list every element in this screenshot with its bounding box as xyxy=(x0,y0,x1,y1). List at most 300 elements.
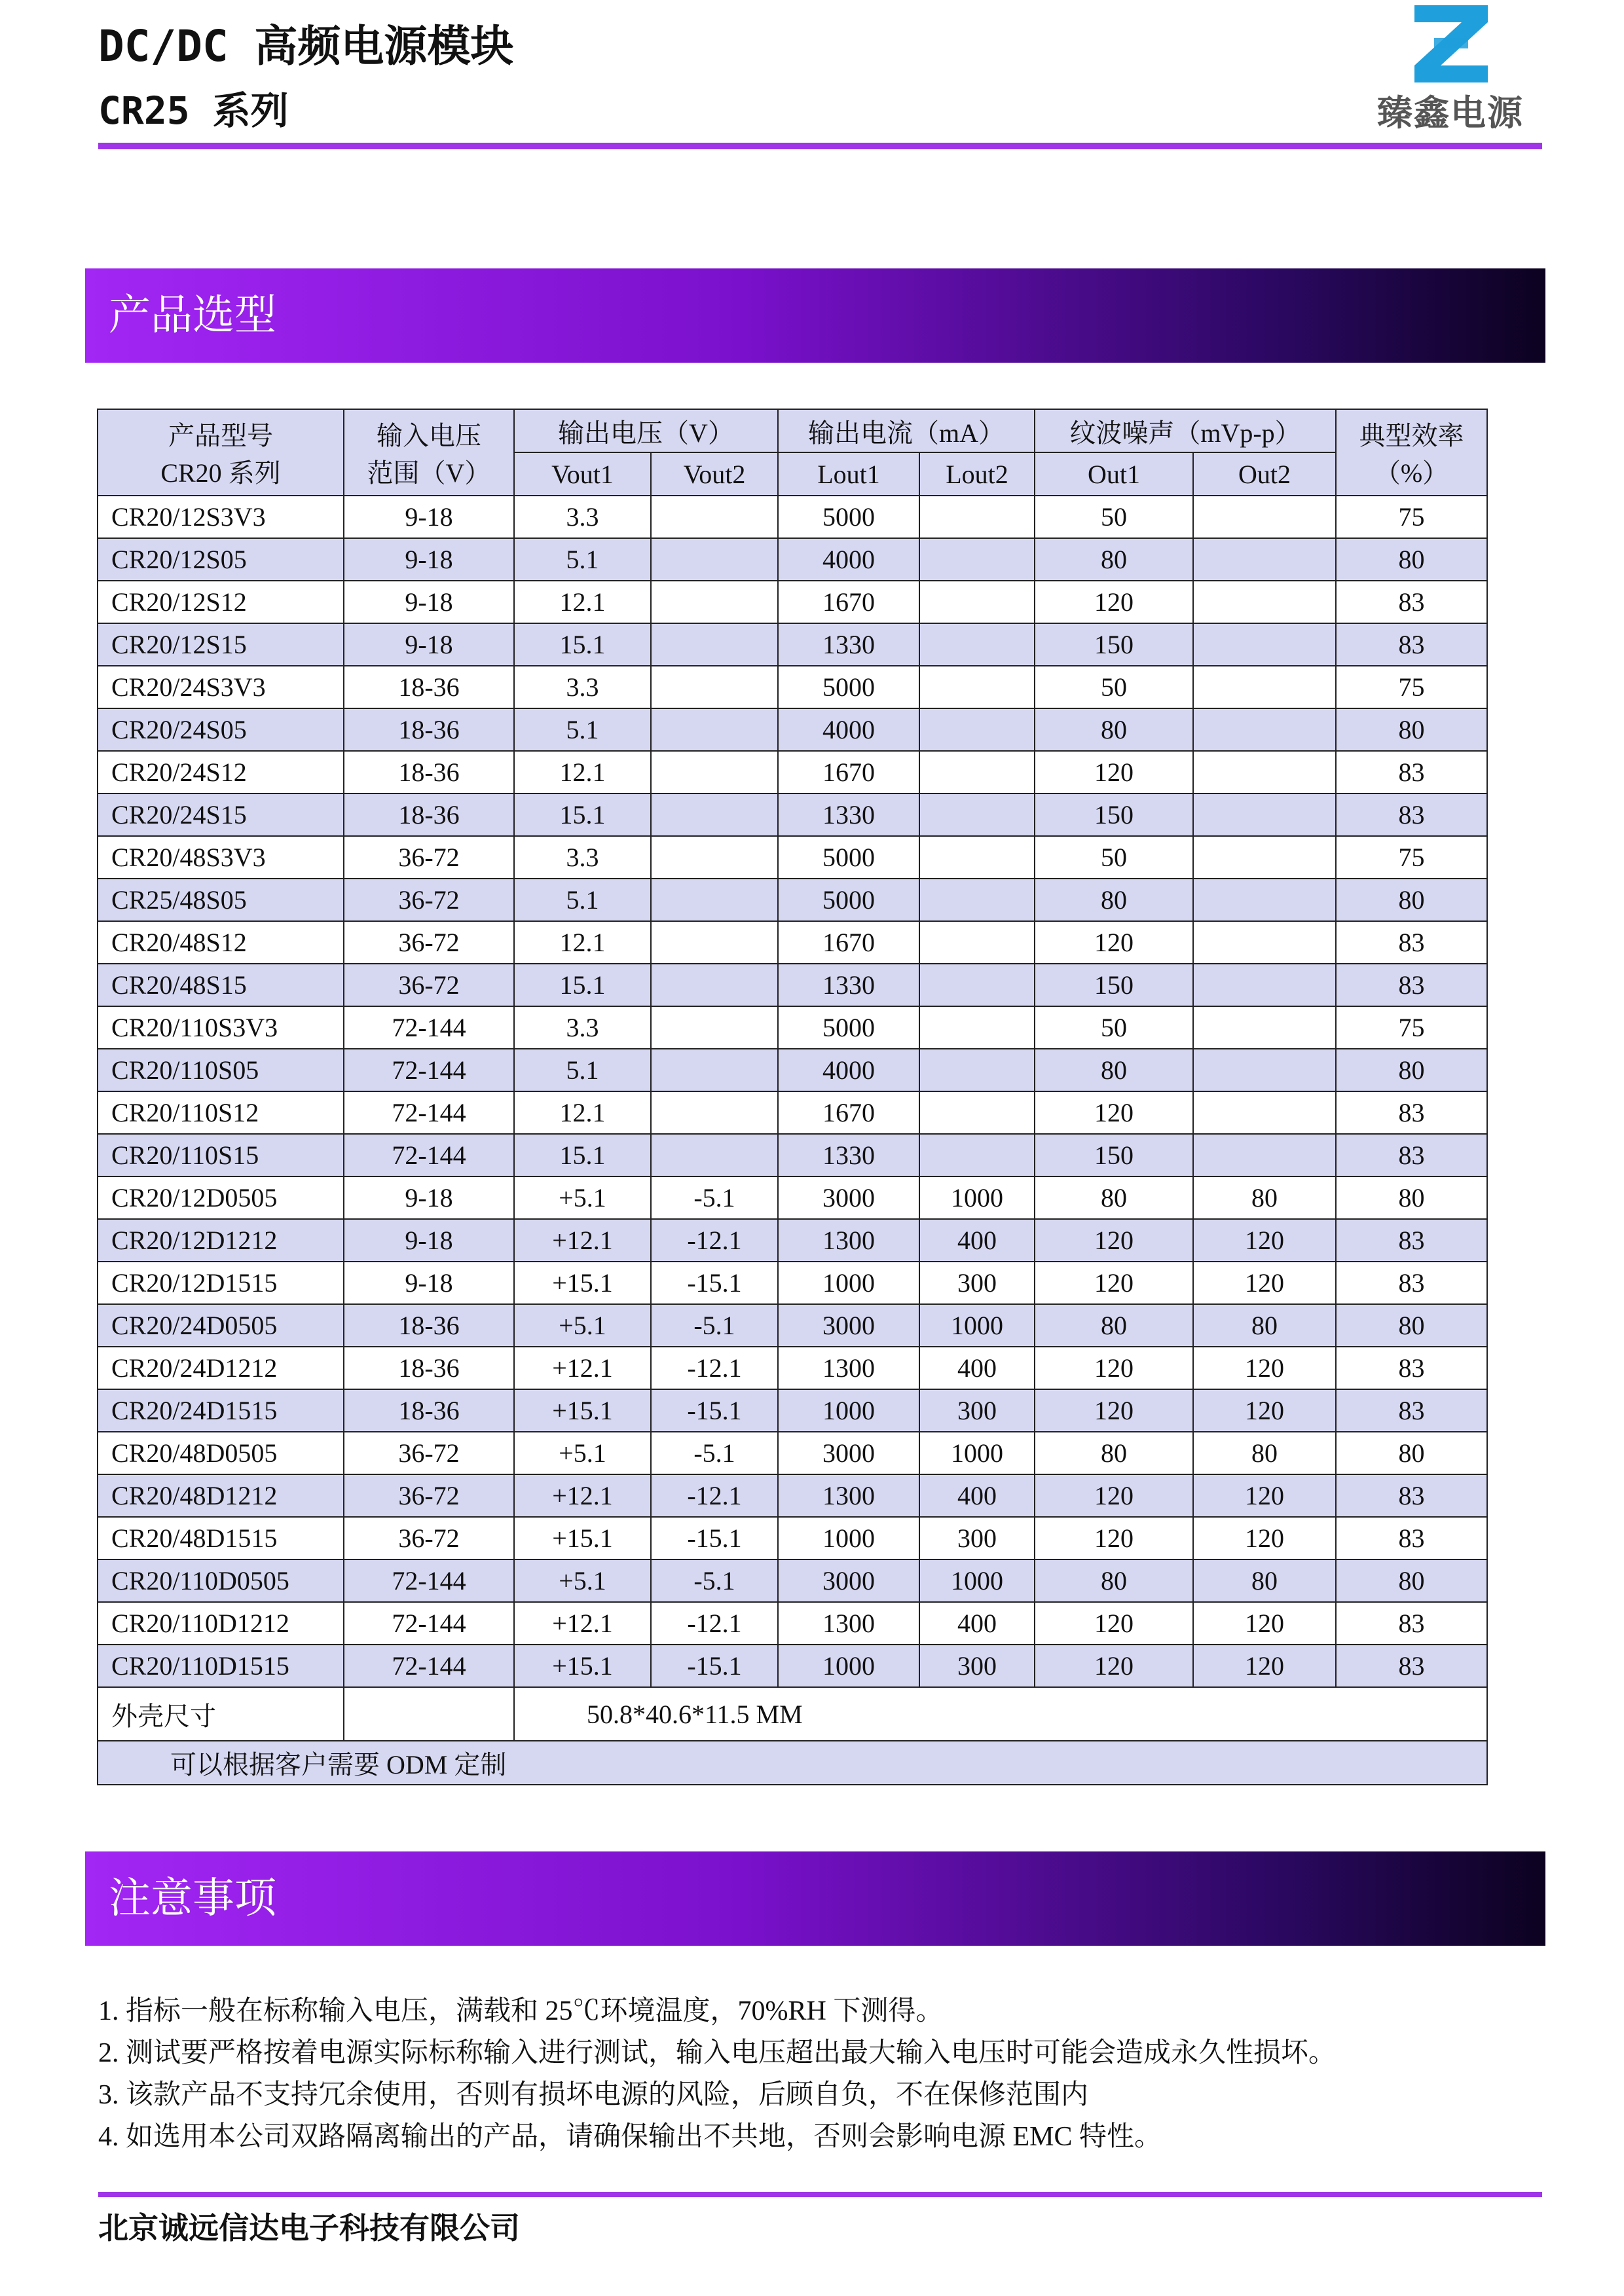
table-cell-iout1: 1330 xyxy=(778,623,919,666)
table-cell-efficiency: 75 xyxy=(1336,496,1487,538)
table-cell-iout2 xyxy=(919,921,1035,964)
table-cell-vout2: -5.1 xyxy=(651,1559,778,1602)
table-cell-iout1: 4000 xyxy=(778,708,919,751)
table-cell-iout1: 1670 xyxy=(778,581,919,623)
table-cell-model: CR20/12S15 xyxy=(98,623,344,666)
table-cell-vout2 xyxy=(651,751,778,793)
table-cell-iout1: 5000 xyxy=(778,496,919,538)
table-cell-efficiency: 83 xyxy=(1336,1347,1487,1389)
table-cell-iout1: 1300 xyxy=(778,1602,919,1645)
table-cell-ripple2 xyxy=(1193,623,1336,666)
table-cell-ripple1: 80 xyxy=(1035,1432,1193,1474)
table-cell-vout1: 15.1 xyxy=(514,793,651,836)
table-cell-vout1: +15.1 xyxy=(514,1517,651,1559)
table-cell-input-range: 36-72 xyxy=(344,879,514,921)
table-cell-vout2 xyxy=(651,623,778,666)
table-row xyxy=(98,666,1487,708)
table-cell-efficiency: 83 xyxy=(1336,1645,1487,1687)
table-cell-vout1: 3.3 xyxy=(514,496,651,538)
table-cell-vout1: 5.1 xyxy=(514,1049,651,1091)
table-cell-vout2: -5.1 xyxy=(651,1432,778,1474)
table-cell-model: CR20/110S3V3 xyxy=(98,1006,344,1049)
table-cell-iout2: 300 xyxy=(919,1645,1035,1687)
table-cell-iout1: 1000 xyxy=(778,1389,919,1432)
header-eff-bottom: （%） xyxy=(1374,458,1449,488)
table-cell-iout1: 5000 xyxy=(778,1006,919,1049)
table-cell-iout1: 1330 xyxy=(778,793,919,836)
table-cell-ripple1: 120 xyxy=(1035,1645,1193,1687)
table-cell-efficiency: 80 xyxy=(1336,1432,1487,1474)
header-cell-ripple1: Out1 xyxy=(1035,452,1193,496)
header-cell-iout1: Lout1 xyxy=(778,452,919,496)
table-cell-input-range: 36-72 xyxy=(344,1517,514,1559)
table-cell-efficiency: 83 xyxy=(1336,921,1487,964)
section-title: 产品选型 xyxy=(109,291,276,340)
table-cell-ripple1: 120 xyxy=(1035,1389,1193,1432)
table-cell-iout2: 300 xyxy=(919,1389,1035,1432)
table-cell-model: CR20/12D0505 xyxy=(98,1176,344,1219)
table-cell-efficiency: 80 xyxy=(1336,708,1487,751)
table-cell-vout1: 12.1 xyxy=(514,921,651,964)
section-banner-product-selection xyxy=(85,268,1545,363)
product-selection-table xyxy=(97,409,1488,1785)
table-cell-vout2 xyxy=(651,1091,778,1134)
table-cell-ripple1: 80 xyxy=(1035,1559,1193,1602)
table-cell-efficiency: 80 xyxy=(1336,1049,1487,1091)
table-cell-vout1: +15.1 xyxy=(514,1262,651,1304)
table-cell-ripple1: 80 xyxy=(1035,708,1193,751)
table-cell-vout1: +12.1 xyxy=(514,1219,651,1262)
header-cell-ripple: 纹波噪声（mVp-p） xyxy=(1035,409,1336,452)
table-cell-vout2: -5.1 xyxy=(651,1176,778,1219)
table-row xyxy=(98,1304,1487,1347)
table-cell-input-range: 9-18 xyxy=(344,1176,514,1219)
table-cell-input-range: 9-18 xyxy=(344,1219,514,1262)
header-cell-model xyxy=(98,409,344,496)
table-row xyxy=(98,496,1487,538)
document-header xyxy=(0,0,1624,157)
series-subtitle: CR25 系列 xyxy=(98,88,289,133)
table-cell-vout2 xyxy=(651,1049,778,1091)
table-row xyxy=(98,1517,1487,1559)
document-title: DC/DC 高频电源模块 xyxy=(98,21,514,71)
table-cell-vout1: 12.1 xyxy=(514,751,651,793)
table-cell-iout1: 3000 xyxy=(778,1176,919,1219)
table-cell-input-range: 72-144 xyxy=(344,1645,514,1687)
table-cell-vout2: -12.1 xyxy=(651,1602,778,1645)
table-row xyxy=(98,1049,1487,1091)
table-cell-efficiency: 75 xyxy=(1336,666,1487,708)
table-cell-ripple2 xyxy=(1193,751,1336,793)
table-cell-model: CR20/24S12 xyxy=(98,751,344,793)
table-cell-vout2 xyxy=(651,1006,778,1049)
table-row xyxy=(98,1134,1487,1176)
table-row xyxy=(98,623,1487,666)
table-cell-ripple1: 50 xyxy=(1035,496,1193,538)
table-cell-ripple2: 120 xyxy=(1193,1262,1336,1304)
table-cell-input-range: 18-36 xyxy=(344,1304,514,1347)
table-cell-iout1: 5000 xyxy=(778,666,919,708)
table-cell-iout2 xyxy=(919,538,1035,581)
section-banner-notes xyxy=(85,1851,1545,1946)
table-row xyxy=(98,1347,1487,1389)
table-cell-iout2 xyxy=(919,836,1035,879)
note-item: 1. 指标一般在标称输入电压，满载和 25℃环境温度，70%RH 下测得。 xyxy=(98,1996,944,2026)
table-cell-model: CR20/48D1515 xyxy=(98,1517,344,1559)
table-cell-input-range: 18-36 xyxy=(344,1389,514,1432)
table-cell-ripple2: 120 xyxy=(1193,1389,1336,1432)
table-cell-model: CR20/110S12 xyxy=(98,1091,344,1134)
table-cell-vout1: 3.3 xyxy=(514,666,651,708)
table-cell-iout1: 3000 xyxy=(778,1304,919,1347)
table-cell-model: CR20/48D1212 xyxy=(98,1474,344,1517)
table-cell-vout2: -15.1 xyxy=(651,1517,778,1559)
table-cell-model: CR20/12D1212 xyxy=(98,1219,344,1262)
table-cell-iout2 xyxy=(919,666,1035,708)
header-model-bottom: CR20 系列 xyxy=(160,458,281,488)
table-row xyxy=(98,1219,1487,1262)
table-cell-iout1: 1300 xyxy=(778,1347,919,1389)
table-cell-input-range: 18-36 xyxy=(344,793,514,836)
table-cell-ripple2 xyxy=(1193,964,1336,1006)
table-row xyxy=(98,538,1487,581)
table-cell-vout2 xyxy=(651,793,778,836)
table-cell-ripple1: 120 xyxy=(1035,1474,1193,1517)
table-cell-iout1: 4000 xyxy=(778,1049,919,1091)
table-cell-input-range: 18-36 xyxy=(344,751,514,793)
header-input-top: 输入电压 xyxy=(377,421,481,450)
table-cell-ripple1: 120 xyxy=(1035,1517,1193,1559)
table-cell-model: CR20/24S3V3 xyxy=(98,666,344,708)
table-cell-ripple2: 120 xyxy=(1193,1474,1336,1517)
table-cell-ripple2 xyxy=(1193,1049,1336,1091)
table-cell-iout2: 400 xyxy=(919,1347,1035,1389)
note-item: 2. 测试要严格按着电源实际标称输入进行测试，输入电压超出最大输入电压时可能会造成永久性损坏。 xyxy=(98,2038,1337,2068)
table-cell-ripple2: 80 xyxy=(1193,1176,1336,1219)
table-cell-model: CR20/24S05 xyxy=(98,708,344,751)
table-cell-input-range: 9-18 xyxy=(344,1262,514,1304)
table-cell-input-range: 36-72 xyxy=(344,1474,514,1517)
table-cell-model: CR20/110D0505 xyxy=(98,1559,344,1602)
table-cell-ripple2 xyxy=(1193,836,1336,879)
table-cell-vout1: +12.1 xyxy=(514,1474,651,1517)
table-cell-ripple2 xyxy=(1193,666,1336,708)
table-cell-vout1: +12.1 xyxy=(514,1602,651,1645)
table-cell-model: CR20/12D1515 xyxy=(98,1262,344,1304)
table-row xyxy=(98,1474,1487,1517)
table-cell-model: CR20/48S15 xyxy=(98,964,344,1006)
table-cell-vout2: -15.1 xyxy=(651,1645,778,1687)
table-cell-ripple1: 150 xyxy=(1035,623,1193,666)
table-row xyxy=(98,921,1487,964)
table-cell-ripple1: 120 xyxy=(1035,1262,1193,1304)
table-cell-ripple2 xyxy=(1193,793,1336,836)
header-cell-ripple2: Out2 xyxy=(1193,452,1336,496)
table-cell-ripple1: 120 xyxy=(1035,751,1193,793)
table-cell-ripple1: 120 xyxy=(1035,1219,1193,1262)
footer-company-name: 北京诚远信达电子科技有限公司 xyxy=(98,2210,520,2246)
table-cell-ripple1: 80 xyxy=(1035,1049,1193,1091)
table-cell-input-range: 9-18 xyxy=(344,581,514,623)
table-cell-vout1: 15.1 xyxy=(514,623,651,666)
table-cell-vout1: 12.1 xyxy=(514,581,651,623)
table-cell-iout2 xyxy=(919,1006,1035,1049)
shell-size-label: 外壳尺寸 xyxy=(98,1687,344,1741)
table-cell-ripple2: 120 xyxy=(1193,1602,1336,1645)
table-cell-ripple1: 120 xyxy=(1035,1602,1193,1645)
table-cell-efficiency: 80 xyxy=(1336,879,1487,921)
table-cell-iout1: 5000 xyxy=(778,836,919,879)
table-cell-model: CR20/48S12 xyxy=(98,921,344,964)
table-cell-iout2 xyxy=(919,623,1035,666)
table-cell-model: CR20/24D1515 xyxy=(98,1389,344,1432)
table-cell-model: CR20/12S05 xyxy=(98,538,344,581)
table-cell-vout1: +12.1 xyxy=(514,1347,651,1389)
table-cell-input-range: 18-36 xyxy=(344,708,514,751)
table-cell-iout2 xyxy=(919,879,1035,921)
table-cell-iout1: 1300 xyxy=(778,1474,919,1517)
brand-logo-mark-icon xyxy=(1414,5,1488,82)
table-cell-efficiency: 83 xyxy=(1336,751,1487,793)
table-body xyxy=(98,496,1487,1785)
table-cell-input-range: 9-18 xyxy=(344,623,514,666)
table-cell-model: CR20/48D0505 xyxy=(98,1432,344,1474)
table-cell-input-range: 18-36 xyxy=(344,1347,514,1389)
table-cell-ripple1: 120 xyxy=(1035,1091,1193,1134)
table-cell-vout1: 3.3 xyxy=(514,1006,651,1049)
table-cell-iout2: 1000 xyxy=(919,1559,1035,1602)
table-cell-efficiency: 83 xyxy=(1336,581,1487,623)
table-cell-ripple1: 80 xyxy=(1035,538,1193,581)
table-cell-ripple2: 120 xyxy=(1193,1219,1336,1262)
table-cell-ripple1: 80 xyxy=(1035,879,1193,921)
table-cell-input-range: 72-144 xyxy=(344,1006,514,1049)
table-cell-iout2 xyxy=(919,1049,1035,1091)
table-cell-vout2 xyxy=(651,964,778,1006)
table-cell-ripple1: 50 xyxy=(1035,836,1193,879)
table-cell-iout2: 300 xyxy=(919,1517,1035,1559)
table-cell-iout1: 1000 xyxy=(778,1517,919,1559)
table-cell-model: CR20/12S3V3 xyxy=(98,496,344,538)
table-cell-model: CR20/110S05 xyxy=(98,1049,344,1091)
table-cell-vout2: -15.1 xyxy=(651,1389,778,1432)
table-cell-input-range: 72-144 xyxy=(344,1134,514,1176)
table-cell-input-range: 36-72 xyxy=(344,921,514,964)
table-cell-ripple2 xyxy=(1193,879,1336,921)
table-cell-efficiency: 83 xyxy=(1336,1134,1487,1176)
table-cell-iout2 xyxy=(919,708,1035,751)
table-cell-efficiency: 83 xyxy=(1336,1219,1487,1262)
table-row xyxy=(98,708,1487,751)
table-cell-ripple1: 120 xyxy=(1035,921,1193,964)
table-cell-iout1: 1330 xyxy=(778,964,919,1006)
table-cell-ripple2 xyxy=(1193,1134,1336,1176)
table-cell-efficiency: 83 xyxy=(1336,1517,1487,1559)
table-cell-ripple1: 50 xyxy=(1035,666,1193,708)
table-cell-iout2: 1000 xyxy=(919,1176,1035,1219)
odm-note: 可以根据客户需要 ODM 定制 xyxy=(98,1741,1487,1785)
table-cell-ripple1: 120 xyxy=(1035,1347,1193,1389)
table-cell-model: CR20/110S15 xyxy=(98,1134,344,1176)
table-row xyxy=(98,1432,1487,1474)
note-item: 3. 该款产品不支持冗余使用，否则有损坏电源的风险，后顾自负，不在保修范围内 xyxy=(98,2080,1089,2110)
table-cell-efficiency: 75 xyxy=(1336,1006,1487,1049)
table-row xyxy=(98,879,1487,921)
table-cell-efficiency: 83 xyxy=(1336,1091,1487,1134)
table-cell-efficiency: 83 xyxy=(1336,1262,1487,1304)
table-cell-ripple2: 80 xyxy=(1193,1304,1336,1347)
table-row xyxy=(98,1389,1487,1432)
table-cell-iout2 xyxy=(919,496,1035,538)
table-cell-vout1: +15.1 xyxy=(514,1389,651,1432)
table-cell-vout2: -5.1 xyxy=(651,1304,778,1347)
table-cell-efficiency: 80 xyxy=(1336,1176,1487,1219)
table-cell-iout2: 400 xyxy=(919,1219,1035,1262)
table-cell-vout2: -12.1 xyxy=(651,1347,778,1389)
table-row xyxy=(98,1176,1487,1219)
table-cell-iout2: 400 xyxy=(919,1602,1035,1645)
table-cell-iout2 xyxy=(919,793,1035,836)
table-cell-vout2: -15.1 xyxy=(651,1262,778,1304)
table-cell-ripple2: 120 xyxy=(1193,1645,1336,1687)
table-cell-iout1: 1300 xyxy=(778,1219,919,1262)
table-row xyxy=(98,1559,1487,1602)
table-cell-iout1: 1670 xyxy=(778,1091,919,1134)
table-row xyxy=(98,1645,1487,1687)
header-cell-vout2: Vout2 xyxy=(651,452,778,496)
table-cell-ripple2 xyxy=(1193,708,1336,751)
footer-divider xyxy=(98,2192,1542,2197)
header-cell-iout: 输出电流（mA） xyxy=(778,409,1035,452)
table-cell-vout2 xyxy=(651,836,778,879)
table-cell-input-range: 18-36 xyxy=(344,666,514,708)
table-cell-model: CR20/110D1515 xyxy=(98,1645,344,1687)
table-cell-vout1: +5.1 xyxy=(514,1176,651,1219)
table-cell-efficiency: 75 xyxy=(1336,836,1487,879)
table-cell-ripple1: 150 xyxy=(1035,793,1193,836)
table-row xyxy=(98,1602,1487,1645)
table-cell-input-range: 36-72 xyxy=(344,836,514,879)
table-cell-input-range: 9-18 xyxy=(344,496,514,538)
table-row xyxy=(98,793,1487,836)
table-cell-vout2 xyxy=(651,1134,778,1176)
header-cell-input xyxy=(344,409,514,496)
table-cell-vout2 xyxy=(651,879,778,921)
table-row-shell-size xyxy=(98,1687,1487,1741)
table-cell-ripple2: 80 xyxy=(1193,1559,1336,1602)
table-row xyxy=(98,1006,1487,1049)
table-cell-input-range: 36-72 xyxy=(344,1432,514,1474)
table-cell-vout2 xyxy=(651,666,778,708)
header-eff-top: 典型效率 xyxy=(1359,421,1464,450)
table-cell-vout1: +5.1 xyxy=(514,1432,651,1474)
table-cell-vout2: -12.1 xyxy=(651,1474,778,1517)
table-cell-ripple1: 80 xyxy=(1035,1304,1193,1347)
table-cell-model: CR20/24S15 xyxy=(98,793,344,836)
shell-size-empty xyxy=(344,1687,514,1741)
table-cell-iout2 xyxy=(919,964,1035,1006)
table-cell-model: CR20/48S3V3 xyxy=(98,836,344,879)
table-cell-vout1: +15.1 xyxy=(514,1645,651,1687)
table-cell-iout2: 400 xyxy=(919,1474,1035,1517)
table-cell-iout2 xyxy=(919,1134,1035,1176)
table-cell-model: CR20/24D1212 xyxy=(98,1347,344,1389)
table-cell-iout2: 1000 xyxy=(919,1432,1035,1474)
table-cell-efficiency: 83 xyxy=(1336,1602,1487,1645)
table-row xyxy=(98,836,1487,879)
table-cell-efficiency: 80 xyxy=(1336,1304,1487,1347)
table-cell-ripple2: 120 xyxy=(1193,1347,1336,1389)
table-row xyxy=(98,964,1487,1006)
header-cell-vout1: Vout1 xyxy=(514,452,651,496)
table-cell-iout1: 3000 xyxy=(778,1432,919,1474)
table-cell-iout1: 1670 xyxy=(778,921,919,964)
table-cell-iout1: 3000 xyxy=(778,1559,919,1602)
table-cell-iout1: 1330 xyxy=(778,1134,919,1176)
table-cell-input-range: 72-144 xyxy=(344,1559,514,1602)
header-cell-iout2: Lout2 xyxy=(919,452,1035,496)
table-cell-iout2 xyxy=(919,1091,1035,1134)
table-cell-iout2: 1000 xyxy=(919,1304,1035,1347)
table-cell-efficiency: 83 xyxy=(1336,623,1487,666)
table-cell-ripple1: 150 xyxy=(1035,1134,1193,1176)
table-cell-ripple1: 120 xyxy=(1035,581,1193,623)
table-row xyxy=(98,581,1487,623)
table-cell-efficiency: 80 xyxy=(1336,538,1487,581)
table-cell-vout1: +5.1 xyxy=(514,1304,651,1347)
table-cell-efficiency: 80 xyxy=(1336,1559,1487,1602)
table-cell-vout1: +5.1 xyxy=(514,1559,651,1602)
table-cell-ripple1: 150 xyxy=(1035,964,1193,1006)
table-cell-vout1: 15.1 xyxy=(514,964,651,1006)
table-cell-iout2 xyxy=(919,751,1035,793)
table-cell-input-range: 72-144 xyxy=(344,1049,514,1091)
note-item: 4. 如选用本公司双路隔离输出的产品，请确保输出不共地，否则会影响电源 EMC 特性。 xyxy=(98,2122,1162,2152)
table-cell-ripple2 xyxy=(1193,581,1336,623)
table-cell-input-range: 72-144 xyxy=(344,1091,514,1134)
header-divider xyxy=(98,143,1542,149)
table-cell-vout2 xyxy=(651,581,778,623)
table-cell-input-range: 72-144 xyxy=(344,1602,514,1645)
table-row xyxy=(98,1262,1487,1304)
table-cell-iout1: 1000 xyxy=(778,1645,919,1687)
table-cell-iout1: 5000 xyxy=(778,879,919,921)
header-cell-efficiency xyxy=(1336,409,1487,496)
table-cell-input-range: 36-72 xyxy=(344,964,514,1006)
table-cell-ripple2 xyxy=(1193,1006,1336,1049)
brand-logo-text: 臻鑫电源 xyxy=(1377,92,1524,134)
table-cell-vout2 xyxy=(651,496,778,538)
table-cell-vout2 xyxy=(651,538,778,581)
table-cell-input-range: 9-18 xyxy=(344,538,514,581)
table-cell-iout2 xyxy=(919,581,1035,623)
table-cell-ripple2: 80 xyxy=(1193,1432,1336,1474)
table-row-odm xyxy=(98,1741,1487,1785)
table-cell-iout1: 1670 xyxy=(778,751,919,793)
shell-size-value: 50.8*40.6*11.5 MM xyxy=(514,1687,1487,1741)
table-cell-model: CR25/48S05 xyxy=(98,879,344,921)
table-cell-iout2: 300 xyxy=(919,1262,1035,1304)
table-cell-iout1: 4000 xyxy=(778,538,919,581)
table-cell-ripple1: 80 xyxy=(1035,1176,1193,1219)
header-model-top: 产品型号 xyxy=(168,421,273,450)
table-cell-model: CR20/110D1212 xyxy=(98,1602,344,1645)
table-row xyxy=(98,751,1487,793)
table-header-row xyxy=(98,409,1487,452)
table-cell-efficiency: 83 xyxy=(1336,1474,1487,1517)
table-row xyxy=(98,1091,1487,1134)
table-cell-ripple2 xyxy=(1193,1091,1336,1134)
